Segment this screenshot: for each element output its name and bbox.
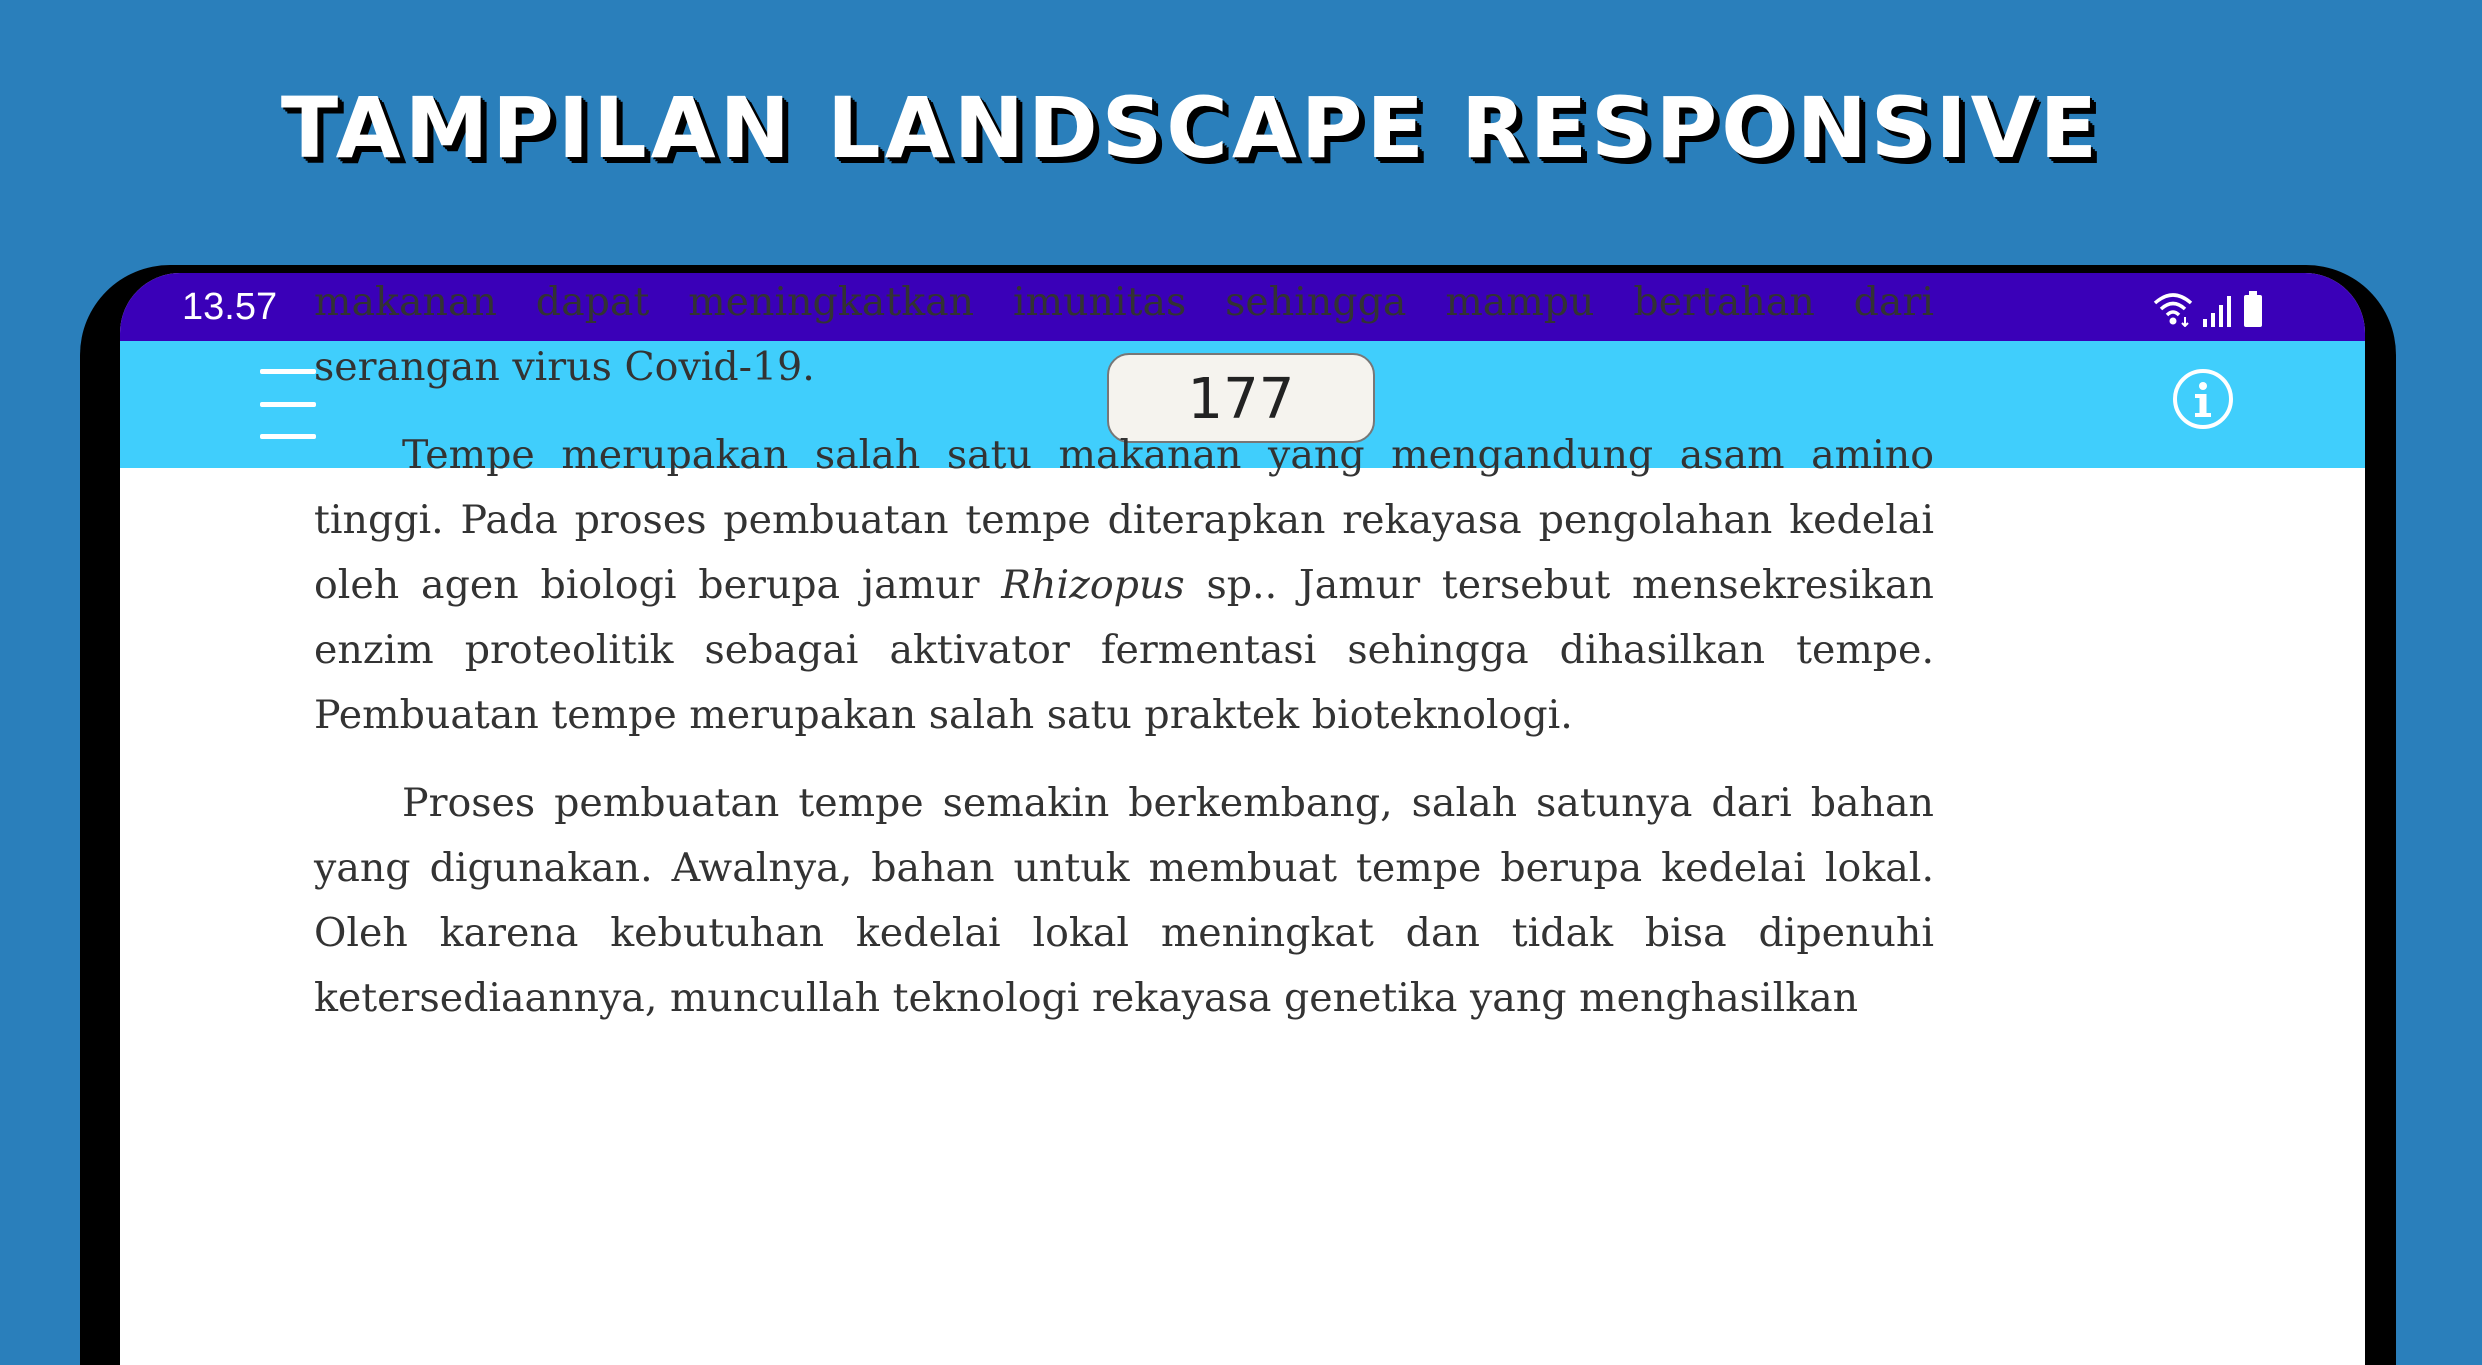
paragraph-2-before: Tempe merupakan salah satu makanan yang mengandung asam amino tinggi. Pada proses pembuatan tempe diterapkan rekayasa pengolahan kedelai oleh agen biologi berupa jamur bbox=[314, 432, 1934, 608]
hamburger-menu-icon[interactable] bbox=[260, 369, 320, 439]
banner-title: TAMPILAN LANDSCAPE RESPONSIVE bbox=[280, 79, 2102, 177]
status-time: 13.57 bbox=[182, 286, 278, 328]
paragraph-2-after: sp.. Jamur tersebut mensekresikan enzim proteolitik sebagai aktivator fermentasi sehingga dihasilkan tempe. Pembuatan tempe merupakan salah satu praktek bioteknologi. bbox=[314, 562, 1934, 738]
paragraph-2 bbox=[314, 423, 1934, 748]
paragraph-2-italic: Rhizopus bbox=[1001, 562, 1185, 608]
battery-icon bbox=[2243, 291, 2263, 327]
paragraph-1: makanan dapat meningkatkan imunitas sehingga mampu bertahan dari serangan virus Covid-19. bbox=[314, 279, 1934, 390]
info-icon[interactable] bbox=[2171, 367, 2235, 431]
page-number-indicator[interactable]: 177 bbox=[1107, 353, 1375, 443]
wifi-icon bbox=[2153, 291, 2193, 327]
paragraph-3: Proses pembuatan tempe semakin berkembang, salah satunya dari bahan yang digunakan. Awalnya, bahan untuk membuat tempe berupa kedelai lokal. Oleh karena kebutuhan kedelai lokal meningkat dan tidak bisa dipenuhi ketersediaannya, muncullah teknologi rekayasa genetika yang menghasilkan bbox=[314, 780, 1934, 1021]
signal-icon bbox=[2201, 293, 2235, 327]
status-icons bbox=[2153, 287, 2263, 327]
reader-content bbox=[314, 270, 1934, 1054]
